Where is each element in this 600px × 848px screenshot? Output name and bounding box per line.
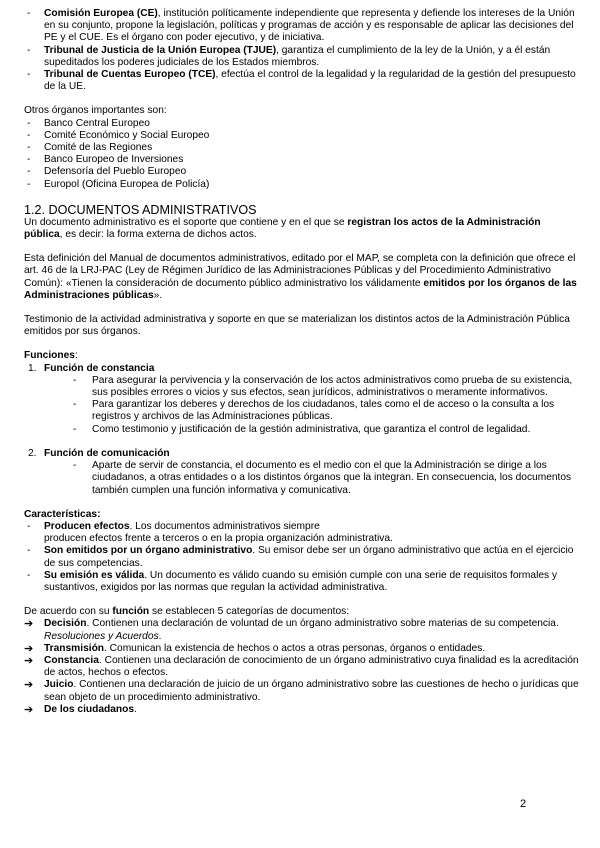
- page-number: 2: [520, 798, 527, 810]
- list-item: - Producen efectos. Los documentos administrativos siempre producen efectos frente a terceros o en la propia organización administrativa.: [27, 520, 393, 545]
- list-item: - Aparte de servir de constancia, el documento es el medio con el que la Administración se dirige a los ciudadanos, a otras entidades o a los distintos órganos que la integran. En consecuencia, los documentos también cumplen una función informativa y comunicativa.: [73, 460, 572, 496]
- dash-bullet: -: [27, 44, 31, 56]
- testimony-paragraph: Testimonio de la actividad administrativa y soporte en que se materializan los distintos actos de la Administración Pública emitidos por sus órganos.: [24, 314, 570, 338]
- list-item: - Tribunal de Cuentas Europeo (TCE), efectúa el control de la legalidad y la regularidad de la gestión del presupuesto de la UE.: [27, 69, 576, 93]
- list-item: - Banco Europeo de Inversiones: [27, 154, 184, 166]
- section-title: 1.2. DOCUMENTOS ADMINISTRATIVOS: [24, 202, 257, 217]
- list-item: - Son emitidos por un órgano administrativo. Su emisor debe ser un órgano administrativo que actúa en el ejercicio de sus competencias.: [27, 545, 574, 569]
- list-item: - Banco Central Europeo: [27, 117, 150, 129]
- dash-bullet: -: [27, 69, 31, 81]
- list-item: - Para garantizar los deberes y derechos de los ciudadanos, tales como el de acceso o la consulta a los registros y archivos de las Administraciones públicas.: [73, 399, 555, 423]
- arrow-icon: ➔: [24, 703, 34, 716]
- list-item: - Comisión Europea (CE), institución políticamente independiente que representa y defiende los intereses de la Unión en su conjunto, propone la legislación, políticas y programas de acción y es responsable de aplicar las decisiones del PE y el CUE. Es el órgano con poder ejecutivo, y de iniciativa.: [27, 8, 575, 44]
- intro-paragraph: Un documento administrativo es el soporte que contiene y en el que se registran los actos de la Administración pública, es decir: la forma externa de dichos actos.: [24, 216, 541, 241]
- definition-paragraph: Esta definición del Manual de documentos administrativos, editado por el MAP, se completa con la definición que ofrece el art. 46 de la LRJ-PAC (Ley de Régimen Jurídico de las Administraciones Públicas y del Procedimiento Administrativo Común): «Tienen la consideración de documento público administrativo los válidamente emitidos por los órganos de las Administraciones públicas».: [24, 253, 577, 301]
- list-item: ➔ Juicio. Contienen una declaración de juicio de un órgano administrativo sobre las cuestiones de hecho o jurídicas que sean objeto de un procedimiento administrativo.: [24, 679, 579, 703]
- categories-intro: De acuerdo con su función se establecen 5 categorías de documentos:: [24, 606, 350, 618]
- functions-title: Funciones:: [24, 350, 78, 362]
- arrow-icon: ➔: [24, 679, 34, 692]
- list-item: - Comité de las Regiones: [27, 142, 153, 154]
- arrow-icon: ➔: [24, 654, 34, 667]
- arrow-icon: ➔: [24, 618, 34, 631]
- list-item: - Comité Económico y Social Europeo: [27, 129, 210, 141]
- list-item: - Tribunal de Justicia de la Unión Europea (TJUE), garantiza el cumplimiento de la ley de la Unión, y a él están supeditados los poderes judiciales de los Estados miembros.: [27, 44, 551, 68]
- list-item: ➔ De los ciudadanos.: [24, 703, 137, 716]
- arrow-icon: ➔: [24, 642, 34, 655]
- function-heading: 1. Función de constancia: [28, 362, 155, 374]
- list-item: ➔ Constancia. Contienen una declaración de conocimiento de un órgano administrativo cuya finalidad es la acreditación de actos, hechos o efectos.: [24, 654, 579, 679]
- document-page: [24, 8, 580, 716]
- list-item: ➔ Decisión. Contienen una declaración de voluntad de un órgano administrativo sobre materias de su competencia. Resoluciones y Acuerdos.: [24, 618, 559, 642]
- list-item: - Como testimonio y justificación de la gestión administrativa, que garantiza el control de legalidad.: [73, 423, 531, 435]
- characteristics-title: Características:: [24, 508, 101, 520]
- list-item: - Su emisión es válida. Un documento es válido cuando su emisión cumple con una serie de requisitos formales y sustantivos, exigidos por las normas que regulan la actividad administrativa.: [27, 569, 558, 593]
- list-item: - Defensoría del Pueblo Europeo: [27, 166, 187, 178]
- function-heading: 2. Función de comunicación: [28, 447, 170, 459]
- dash-bullet: -: [27, 8, 31, 19]
- list-item: ➔ Transmisión. Comunican la existencia de hechos o actos a otras personas, órganos o entidades.: [24, 642, 486, 655]
- list-item: - Para asegurar la pervivencia y la conservación de los actos administrativos como prueba de su existencia, sus posibles errores o vicios y sus efectos, sean jurídicos, administrativos o meramente informativos.: [73, 374, 573, 399]
- list-item: - Europol (Oficina Europea de Policía): [27, 178, 210, 190]
- other-organs-title: Otros órganos importantes son:: [24, 105, 167, 117]
